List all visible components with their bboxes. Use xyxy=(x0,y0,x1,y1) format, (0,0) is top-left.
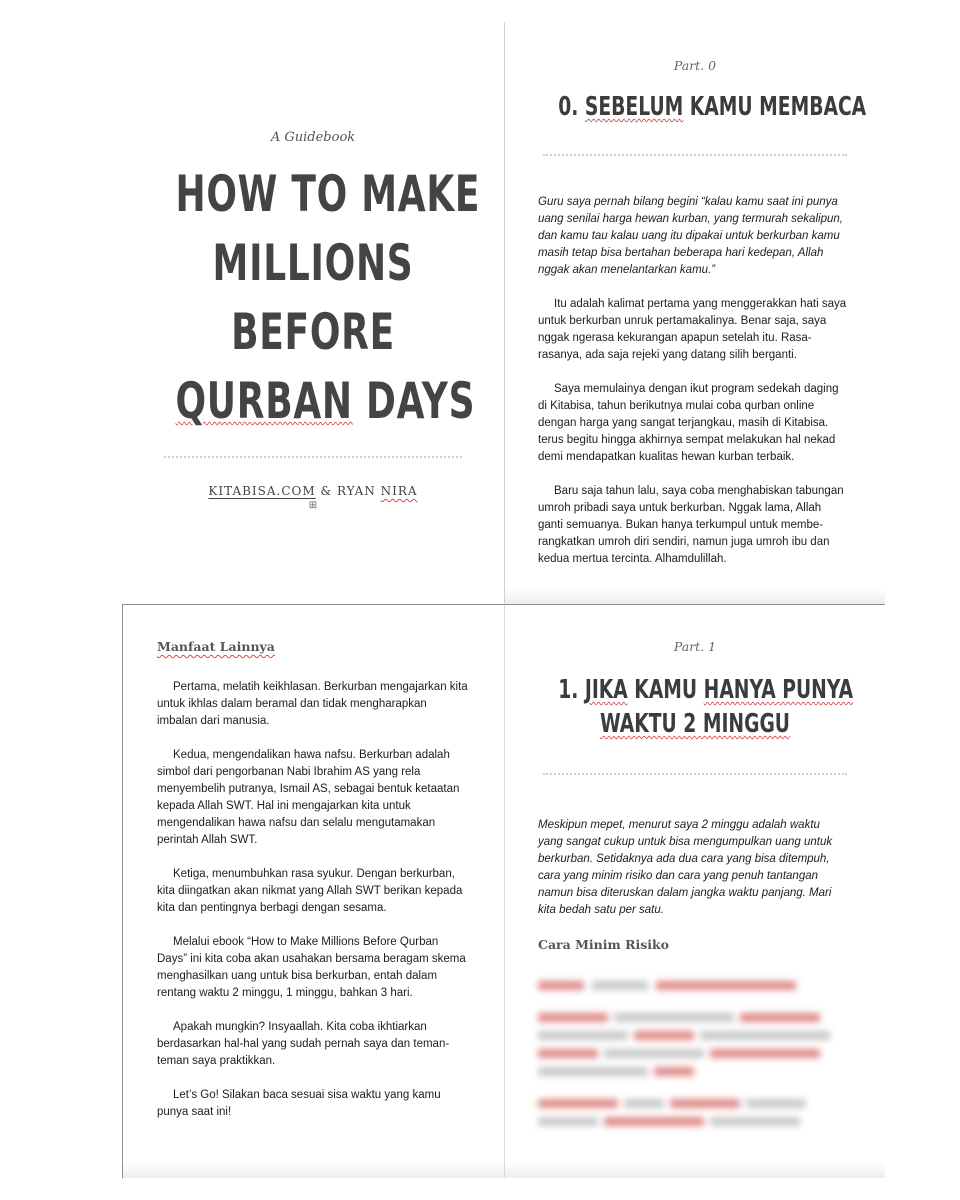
cover-title-word-days: DAYS xyxy=(352,372,476,430)
cover-page xyxy=(122,0,504,604)
manfaat-heading xyxy=(157,639,275,654)
part1-page xyxy=(504,604,885,1178)
part0-title xyxy=(558,90,867,124)
part1-label: Part. 1 xyxy=(673,639,717,654)
manfaat-page xyxy=(122,604,504,1178)
blurred-content xyxy=(538,981,845,1135)
part1-title-word-kamu: KAMU xyxy=(627,675,704,705)
part1-section-heading: Cara Minim Risiko xyxy=(538,937,670,952)
part0-title-rest: KAMU MEMBACA xyxy=(683,92,867,122)
page-shadow xyxy=(505,588,885,604)
manfaat-paragraph: Pertama, melatih keikhlasan. Berkurban mengajarkan kita untuk ikhlas dalam beramal dan tidak mengharapkan imbalan dari manusia. xyxy=(157,681,468,727)
manfaat-paragraph: Kedua, mengendalikan hawa nafsu. Berkurban adalah simbol dari pengorbanan Nabi Ibrahim AS yang rela menyembelih putranya, Ismail AS, sebagai bentuk ketaatan kepada Allah SWT. Hal ini mengajarkan kita untuk mengendalikan hawa nafsu dan selalu mengutamakan perintah Allah SWT. xyxy=(157,749,460,846)
part0-label: Part. 0 xyxy=(673,58,717,73)
cover-title-line-2: MILLIONS xyxy=(212,234,414,292)
part1-intro: Meskipun mepet, menurut saya 2 minggu adalah waktu yang sangat cukup untuk bisa mengumpulkan uang untuk berkurban. Setidaknya ada dua cara yang bisa ditempuh, cara yang minim risiko dan cara yang penuh tantangan namun bisa diteruskan dalam jangka waktu panjang. Mari kita bedah satu per satu. xyxy=(538,819,833,916)
cover-divider xyxy=(164,456,462,458)
manfaat-paragraph: Melalui ebook “How to Make Millions Before Qurban Days” ini kita coba akan usahakan bersama beragam skema menghasilkan uang untuk bisa berkurban, entah dalam rentang waktu 2 minggu, 1 minggu, bahkan 3 hari. xyxy=(157,936,466,999)
part1-title-word-jika: JIKA xyxy=(584,675,628,705)
part1-title-line-2 xyxy=(558,707,832,741)
cover-authors xyxy=(122,484,504,498)
manfaat-body xyxy=(157,679,468,1138)
part1-body xyxy=(538,817,847,936)
author-site: KITABISA.COM xyxy=(208,484,316,498)
part0-title-num: 0. xyxy=(558,92,585,122)
part1-title-line-2-text: WAKTU 2 MINGGU xyxy=(599,709,791,739)
part0-paragraph: Baru saja tahun lalu, saya coba menghabiskan tabungan umroh pribadi saya untuk berkurban. Nggak lama, Allah ganti semuanya. Bukan hanya terkumpul untuk membe-rangkatkan umroh diri sendiri, namun juga umroh ibu dan kedua mertua tercinta. Alhamdulillah. xyxy=(538,485,844,565)
author-name-first: RYAN xyxy=(337,484,381,498)
cover-title xyxy=(122,160,504,436)
cover-title-word-qurban: QURBAN xyxy=(175,372,353,430)
manfaat-paragraph: Ketiga, menumbuhkan rasa syukur. Dengan berkurban, kita diingatkan akan nikmat yang Allah SWT berikan kepada kita dan pentingnya berbagi dengan sesama. xyxy=(157,868,463,914)
part0-body xyxy=(538,194,849,585)
part0-paragraph: Itu adalah kalimat pertama yang menggerakkan hati saya untuk berkurban unruk pertamakalinya. Benar saja, saya nggak ngerasa kekurangan apapun setelah itu. Rasa-rasanya, ada saja rejeki yang datang silih berganti. xyxy=(538,298,847,361)
part1-title-line-1 xyxy=(558,673,854,707)
author-name-last: NIRA xyxy=(380,484,418,498)
cover-title-line-4 xyxy=(175,367,476,436)
cover-title-line-3: BEFORE xyxy=(231,303,395,361)
part0-intro: Guru saya pernah bilang begini “kalau kamu saat ini punya uang senilai harga hewan kurban, yang termurah sekalipun, dan kamu tau kalau uang itu dipakai untuk berkurban kamu masih tetap bisa bertahan beberapa hari kedepan, Allah nggak akan menelantarkan kamu.” xyxy=(538,196,843,276)
part0-paragraph: Saya memulainya dengan ikut program sedekah daging di Kitabisa, tahun berikutnya mulai coba qurban online dengan harga yang sangat terjangkau, masih di Kitabisa. terus begitu hingga akhirnya sempat melakukan hal nekad demi mendapatkan kualitas hewan kurban terbaik. xyxy=(538,383,839,463)
cover-kicker: A Guidebook xyxy=(270,130,356,145)
part1-title xyxy=(505,673,885,741)
part0-divider xyxy=(543,154,847,156)
cover-title-line-1: HOW TO MAKE xyxy=(175,165,481,223)
part1-title-num: 1. xyxy=(558,675,585,705)
part0-page xyxy=(504,22,885,604)
table-move-icon[interactable]: ⊞ xyxy=(308,500,318,511)
manfaat-paragraph: Let’s Go! Silakan baca sesuai sisa waktu yang kamu punya saat ini! xyxy=(157,1089,441,1118)
page-shadow xyxy=(123,1162,504,1178)
author-amp: & xyxy=(315,484,337,498)
part0-title-word: SEBELUM xyxy=(584,92,684,122)
page-shadow xyxy=(505,1162,885,1178)
manfaat-paragraph: Apakah mungkin? Insyaallah. Kita coba ikhtiarkan berdasarkan hal-hal yang sudah pernah saya dan teman-teman saya praktikkan. xyxy=(157,1021,450,1067)
part1-divider xyxy=(543,773,847,775)
manfaat-heading-text: Manfaat Lainnya xyxy=(157,639,275,654)
part1-title-word-hanya: HANYA PUNYA xyxy=(703,675,854,705)
